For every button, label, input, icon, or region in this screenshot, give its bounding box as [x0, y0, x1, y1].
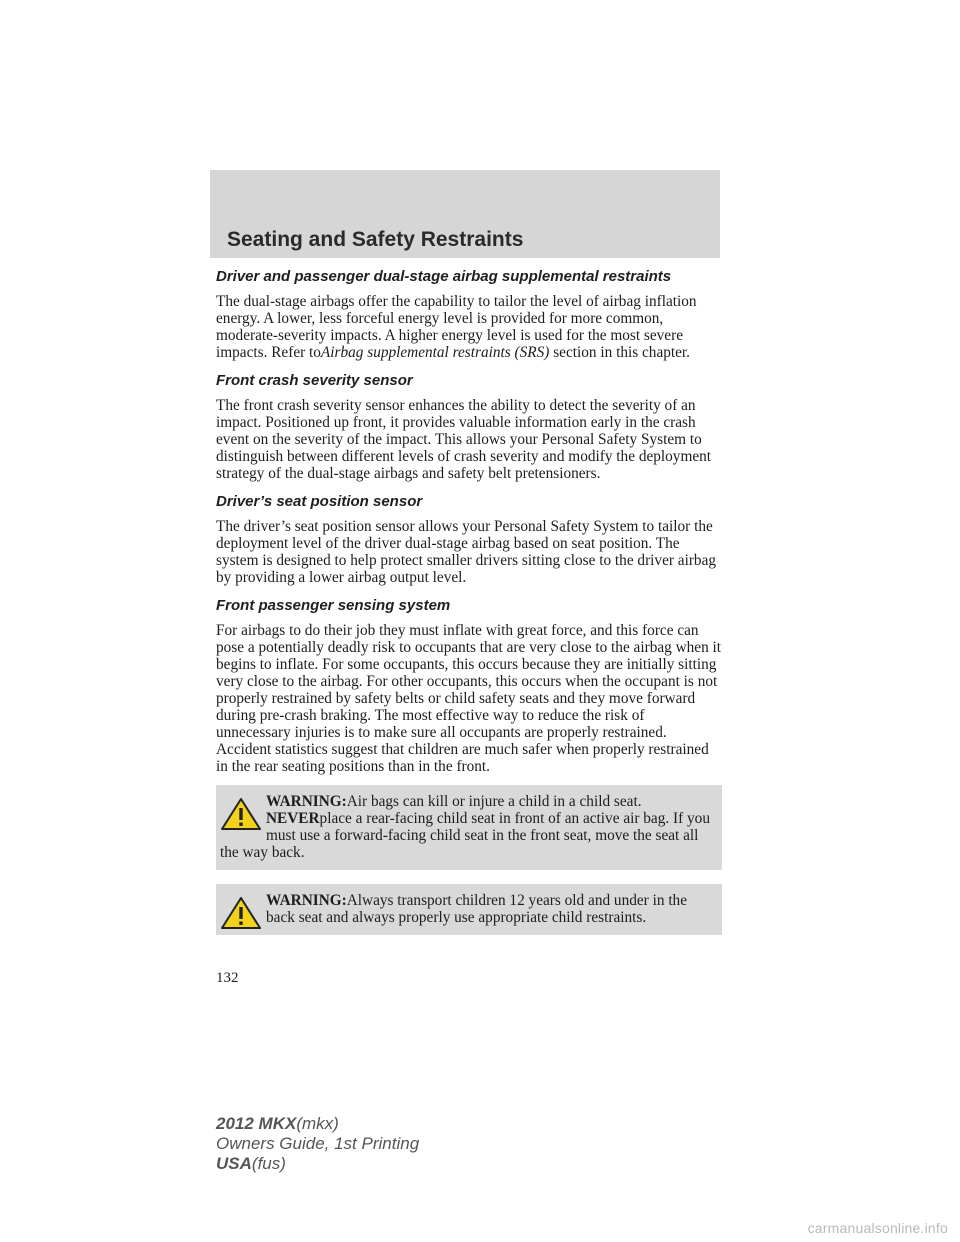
section-title: Seating and Safety Restraints — [227, 228, 524, 251]
footer-model: 2012 MKX — [216, 1114, 297, 1133]
heading-seat-position-sensor: Driver’s seat position sensor — [216, 493, 423, 510]
footer-model-code: (mkx) — [296, 1114, 339, 1133]
warning-box-child-transport — [216, 884, 722, 935]
warning-label: WARNING: — [266, 892, 347, 909]
warning-text: Always transport children 12 years old and under in the back seat and always properly use appropriate child restraints. — [266, 892, 688, 926]
heading-passenger-sensing-system: Front passenger sensing system — [216, 597, 451, 614]
paragraph-text: The dual-stage airbags offer the capability to tailor the level of airbag inflation energy. A lower, less forceful energy level is provided for more common, moderate-severity impacts. A higher energy level is used for the most severe impacts. Refer to — [216, 293, 697, 361]
paragraph-front-crash-severity-sensor: The front crash severity sensor enhances the ability to detect the severity of an impact. Positioned up front, it provides valuable information early in the crash event on the severity of the impact. This allows your Personal Safety System to distinguish between different levels of crash severity and modify the deployment strategy of the dual-stage airbags and safety belt pretensioners. — [216, 397, 712, 482]
watermark: carmanualsonline.info — [807, 1220, 948, 1236]
cross-reference: Airbag supplemental restraints (SRS) — [320, 344, 550, 361]
heading-front-crash-severity-sensor: Front crash severity sensor — [216, 372, 413, 389]
footer — [216, 1114, 419, 1174]
warning-box-child-seat — [216, 785, 722, 870]
footer-market-code: (fus) — [251, 1154, 286, 1173]
footer-market: USA — [216, 1154, 252, 1173]
warning-triangle-icon — [220, 797, 262, 831]
paragraph-seat-position-sensor: The driver’s seat position sensor allows your Personal Safety System to tailor the deployment level of the driver dual-stage airbag based on seat position. The system is designed to help protect smaller drivers sitting close to the driver airbag by providing a lower airbag output level. — [216, 518, 717, 586]
page-number: 132 — [216, 970, 239, 986]
warning-text-continued: place a rear-facing child seat in front of an active air bag. If you must use a forward-facing child seat in the front seat, move the seat all the way back. — [220, 810, 710, 861]
heading-dual-stage-airbag: Driver and passenger dual-stage airbag supplemental restraints — [216, 268, 672, 285]
paragraph-dual-stage-airbag — [216, 293, 722, 361]
warning-emphasis: NEVER — [266, 810, 320, 827]
footer-line-market — [216, 1154, 419, 1174]
footer-printing: Owners Guide, 1st Printing — [216, 1134, 420, 1153]
paragraph-text-after: section in this chapter. — [549, 344, 690, 361]
warning-text: Air bags can kill or injure a child in a child seat. — [346, 793, 642, 810]
paragraph-passenger-sensing-system: For airbags to do their job they must inflate with great force, and this force can pose a potentially deadly risk to occupants that are very close to the airbag when it begins to inflate. For some occupants, this occurs because they are initially sitting very close to the airbag. For other occupants, this occurs when the occupant is not properly restrained by safety belts or child safety seats and they move forward during pre-crash braking. The most effective way to reduce the risk of unnecessary injuries is to make sure all occupants are properly restrained. Accident statistics suggest that children are much safer when properly restrained in the rear seating positions than in the front. — [216, 622, 722, 775]
warning-label: WARNING: — [266, 793, 347, 810]
footer-line-model — [216, 1114, 419, 1134]
page-content — [216, 267, 722, 949]
warning-triangle-icon — [220, 896, 262, 930]
